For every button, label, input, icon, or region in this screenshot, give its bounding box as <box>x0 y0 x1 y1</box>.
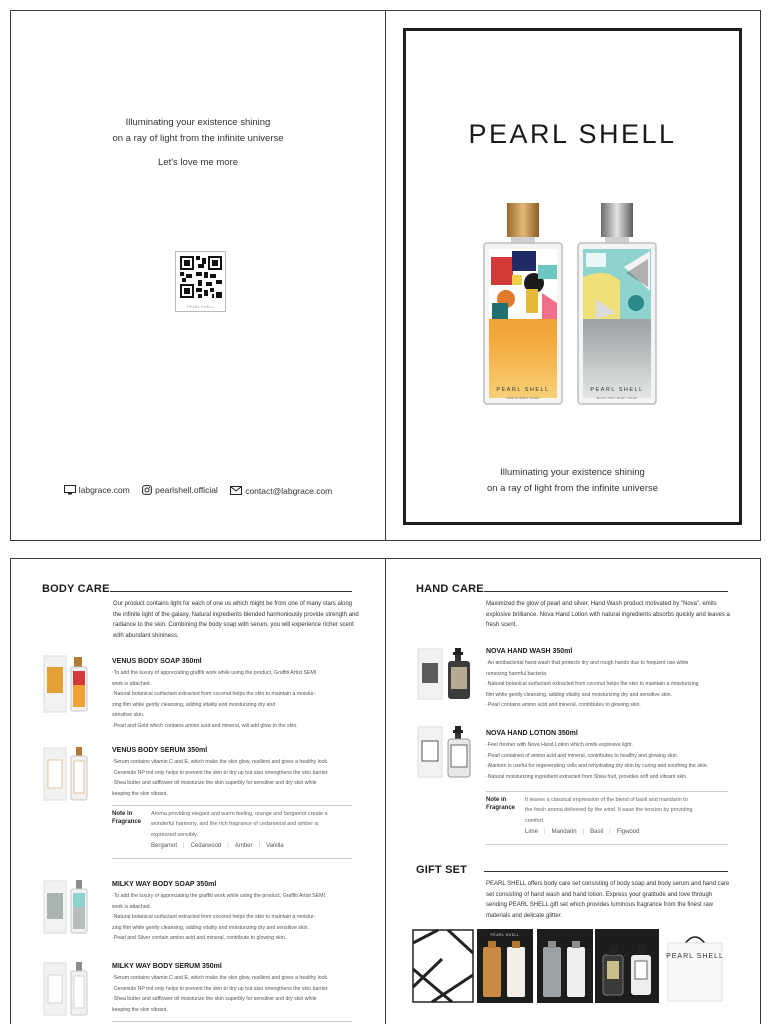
product-name: NOVA HAND LOTION 350ml <box>486 730 578 737</box>
gift-box-lid <box>412 929 474 1008</box>
mail-icon <box>230 486 242 495</box>
hand-care-title: HAND CARE <box>416 583 484 595</box>
gift-set-rule <box>484 871 728 872</box>
product-bullets: ·Serum contains vitamin C and E, which make the skin glow, resilient and gives a healthy look. ·Ceramide NP not only helps to prevent the skin to dry up but also strengthens the skin barrier. ·Shea butter and safflower oil moisturize the skin superbly for sensitive and dry skin while keeping the skin vibrant. <box>112 975 329 1013</box>
divider <box>112 858 352 859</box>
back-tagline-3: Let's love me more <box>158 157 238 168</box>
product-name: VENUS BODY SOAP 350ml <box>112 658 202 665</box>
website-text: labgrace.com <box>78 485 130 495</box>
divider <box>112 1021 352 1022</box>
gift-bag-label: PEARL SHELL <box>666 953 724 960</box>
instagram-link[interactable] <box>142 485 218 495</box>
milkyway-serum-thumb <box>43 961 95 1022</box>
gift-set-title: GIFT SET <box>416 864 468 876</box>
fragrance-note-label: Note in Fragrance <box>112 811 142 825</box>
fragrance-notes: Lime | Mandarin | Basil | Figwood <box>525 829 640 835</box>
cover-tagline-2: on a ray of light from the infinite universe <box>486 483 659 494</box>
gift-set-intro: PEARL SHELL offers body care set consisting of body soap and body serum and hand care set consisting of hand wash and hand lotion. Express your gratitude and love through sending PEARL SHELL gift set which provides luminous fragrance from the finest raw materials and delicate glitter. <box>486 881 730 919</box>
hand-care-intro: Maximized the glow of pearl and silver, Hand Wash product motivated by "Nova", emits explosive brilliance. Nova Hand Lotion with natural ingredients absorbs quickly and leaves a fresh scent. <box>486 601 730 628</box>
hand-care-rule <box>484 591 728 592</box>
product-bullets: ·An antibacterial hand wash that protects dry and rough hands due to frequent use while removing harmful bacteria. ·Natural botanical surfactant extracted from coconut helps the skin to maintain a moisturizing film while gently cleansing, adding vitality and moisturizing dry and sensitive skin. ·Pearl contains amino acid and mineral, contributes to glowing skin. <box>486 660 699 709</box>
divider <box>486 791 728 792</box>
fragrance-note-text: Aroma providing elegant and warm feeling, orange and bergamot create a wonderful harmony, and the rich fragrance of cedarwood and amber is expressed sensibly. <box>151 811 328 838</box>
instagram-icon <box>142 485 152 495</box>
product-bullets: ·To add the luxury of appreciating graffiti work while using the product, Graffiti Artist SEMI work is attached. ·Natural botanical surfactant extracted from coconut helps the skin to maintain a moistur- zing film while gently cleansing, adding vitality and moisturizing dry and sensitive skin. ·Pearl and Gold which contains amino acid and mineral, will add glow to the skin. <box>112 670 317 729</box>
monitor-icon <box>64 485 76 495</box>
body-care-rule <box>110 591 352 592</box>
milkyway-bottle-sub: MILKY WAY BODY SOAP <box>596 396 638 400</box>
qr-code[interactable] <box>175 251 226 312</box>
product-name: VENUS BODY SERUM 350ml <box>112 747 208 754</box>
back-tagline-1: Illuminating your existence shining <box>125 117 271 128</box>
body-care-page <box>10 558 386 1024</box>
back-cover-page <box>10 10 386 541</box>
gift-box-venus <box>477 929 533 1008</box>
venus-bottle-image <box>482 203 564 406</box>
hand-lotion-thumb <box>417 725 475 784</box>
fragrance-note-label: Note in Fragrance <box>486 797 516 811</box>
front-cover-page <box>385 10 761 541</box>
milkyway-bottle-graphic <box>576 203 658 406</box>
qr-caption: PEARL SHELL <box>187 305 214 309</box>
product-name: MILKY WAY BODY SOAP 350ml <box>112 881 217 888</box>
divider <box>486 844 728 845</box>
venus-bottle-sub: VENUS BODY SOAP <box>506 396 540 400</box>
gift-box-nova <box>595 929 659 1008</box>
cover-tagline-1: Illuminating your existence shining <box>500 467 645 478</box>
gift-box-label: PEARL SHELL <box>490 933 520 937</box>
gift-box-milkyway <box>537 929 593 1008</box>
divider <box>112 805 352 806</box>
product-bullets: ·Feel fresher with Nova Hand Lotion which emits explosive light. ·Pearl contained of amino acid and mineral, contributes to healthy and glowing skin. ·Alantoin is useful for regenerating cells and rehydrating dry skin by curing and soothing the skin. ·Natural moisturizing ingredient extracted from Shea fruit, provides soft and vibrant skin. <box>486 742 709 780</box>
product-bullets: ·Serum contains vitamin C and E, which make the skin glow, resilient and gives a healthy look. ·Ceramide NP not only helps to prevent the skin to dry up but also strengthens the skin barrier. ·Shea butter and safflower oil moisturize the skin superbly for sensitive and dry skin while keeping the skin vibrant. <box>112 759 329 797</box>
venus-bottle-label: PEARL SHELL <box>496 387 550 393</box>
venus-serum-thumb <box>43 746 95 807</box>
contact-bar <box>11 485 385 497</box>
qr-code-pattern <box>180 256 222 298</box>
body-care-intro: Our product contains light for each of one us which might be from one of many stars along the infinite light of the galaxy. Natural ingredients blended harmoniously provide strength and radiance to the skin. Combining the body soap with serum, you will experience richer scent with abundant shininess. <box>113 601 359 639</box>
back-tagline-2: on a ray of light from the infinite universe <box>112 133 284 144</box>
venus-soap-thumb <box>43 655 95 718</box>
brand-title: PEARL SHELL <box>468 119 677 149</box>
milkyway-bottle-label: PEARL SHELL <box>590 387 644 393</box>
gift-bag <box>666 929 724 1008</box>
fragrance-note-text: It leaves a classical impression of the blend of basil and mandarin to the fresh aroma delivered by the wind. It ease the tension by providing comfort. <box>525 797 693 824</box>
email-link[interactable] <box>230 486 332 496</box>
venus-bottle-graphic <box>482 203 564 406</box>
milkyway-soap-thumb <box>43 879 95 940</box>
hand-wash-thumb <box>417 647 475 706</box>
cover-frame <box>403 28 742 525</box>
instagram-text: pearlshell.official <box>155 485 218 495</box>
email-text: contact@labgrace.com <box>245 485 333 496</box>
fragrance-notes: Bergamot | Cedarwood | Amber | Vanilla <box>151 843 284 849</box>
hand-care-page <box>385 558 761 1024</box>
website-link[interactable] <box>64 485 130 495</box>
product-name: MILKY WAY BODY SERUM 350ml <box>112 963 222 970</box>
product-name: NOVA HAND WASH 350ml <box>486 648 573 655</box>
milkyway-bottle-image <box>576 203 658 406</box>
product-bullets: ·To add the luxury of appreciating the graffiti work while using the product, Graffiti Artist SEMI work is attached. ·Natural botanical surfactant extracted from coconut helps the skin to maintain a moistur- zing film while gently cleansing, adding vitality and moisturizing dry and sensitive skin. ·Pearl and Silver contain amino acid and mineral, contribute to glowing skin. <box>112 893 325 942</box>
body-care-title: BODY CARE <box>42 583 110 595</box>
